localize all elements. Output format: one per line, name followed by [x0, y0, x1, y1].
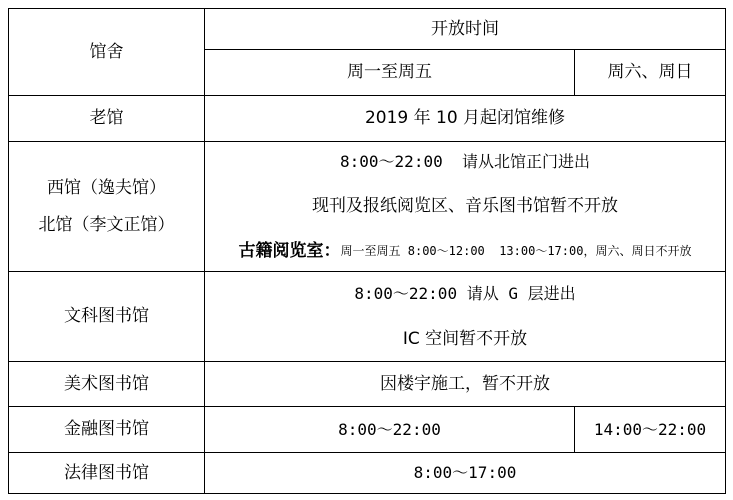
table-border-bottom: [8, 493, 726, 494]
humanities-hours: 8:00～22:00 请从 G 层进出: [354, 284, 576, 303]
hall-name-law: 法律图书馆: [64, 462, 149, 483]
header-weekend: 周六、周日: [607, 62, 693, 82]
hall-name-old: 老馆: [89, 108, 124, 128]
header-open-time: 开放时间: [431, 18, 499, 39]
finance-weekend-hours: 14:00～22:00: [593, 419, 707, 439]
hall-name-west-north: [9, 142, 204, 271]
ancient-books-detail: 周一至周五 8:00～12:00 13:00～17:00，周六、周日不开放: [340, 244, 692, 258]
hall-name-art: 美术图书馆: [64, 373, 149, 394]
west-north-hours: 8:00～22:00 请从北馆正门进出: [340, 152, 590, 171]
hall-name-finance: 金融图书馆: [64, 419, 149, 439]
finance-weekday-hours: 8:00～22:00: [338, 419, 441, 439]
humanities-ic-note: IC 空间暂不开放: [402, 328, 528, 349]
west-north-closed-areas: 现刊及报纸阅览区、音乐图书馆暂不开放: [312, 195, 618, 216]
header-weekday: 周一至周五: [347, 62, 432, 82]
table-border-right: [725, 8, 726, 494]
old-hall-note: 2019 年 10 月起闭馆维修: [364, 108, 566, 128]
hall-name-humanities: 文科图书馆: [64, 306, 149, 326]
hall-name-west: 西馆（逸夫馆）: [47, 177, 166, 198]
header-hall: 馆舍: [89, 41, 124, 62]
ancient-books-room-hours: [205, 234, 725, 268]
hall-name-north: 北馆（李文正馆）: [38, 214, 175, 235]
law-hours: 8:00～17:00: [413, 463, 517, 482]
ancient-books-label: 古籍阅览室：: [238, 240, 341, 261]
art-note: 因楼宇施工，暂不开放: [380, 373, 550, 394]
